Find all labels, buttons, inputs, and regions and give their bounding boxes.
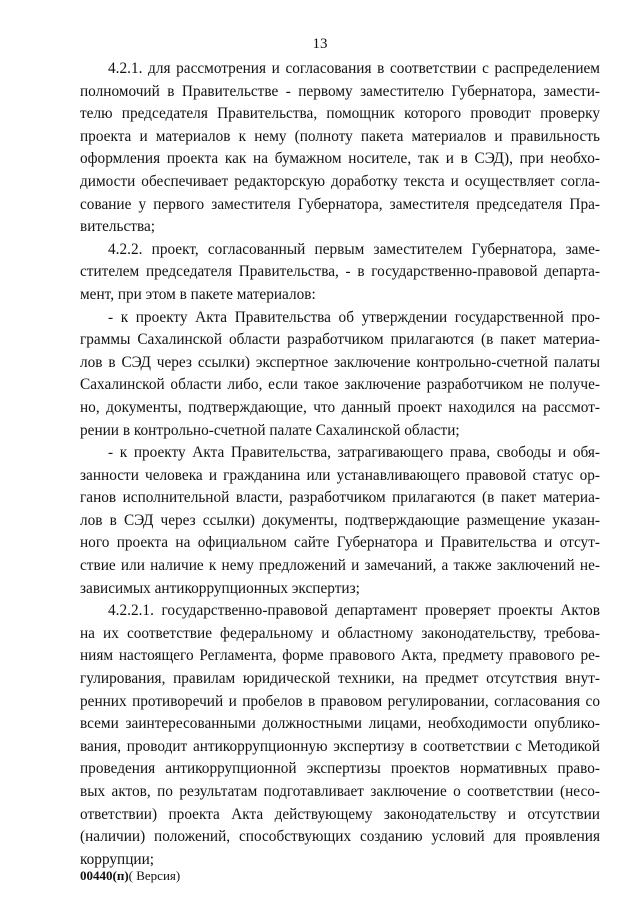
text-line: вых актов, по результатам подготавливает заключение о соответствии (несо-	[80, 783, 600, 800]
text-line: проведения антикоррупционной экспертизы проектов нормативных право-	[80, 760, 600, 778]
text-line: полномочий в Правительстве - первому заместителю Губернатора, замести-	[80, 82, 600, 100]
text-line: стителем председателя Правительства, - в государственно-правовой департа-	[80, 263, 600, 281]
text-line: проекта и материалов к нему (полноту пакета материалов и правильность	[80, 127, 600, 145]
paragraph	[80, 58, 600, 239]
text-line: ганов исполнительной власти, разработчиком прилагаются (в пакет материа-	[80, 489, 600, 507]
text-line: рении в контрольно-счетной палате Сахалинской области;	[80, 421, 460, 439]
text-line: сование у первого заместителя Губернатора, заместителя председателя Пра-	[80, 195, 600, 213]
text-line: 4.2.2.1. государственно-правовой департамент проверяет проекты Актов	[108, 602, 600, 620]
text-line: димости обеспечивает редакторскую доработку текста и осуществляет согла-	[80, 172, 600, 190]
text-line: ренних противоречий и пробелов в правовом регулировании, согласования со	[80, 692, 600, 710]
document-version: ( Версия)	[128, 868, 181, 883]
text-line: (наличии) положений, способствующих созданию условий для проявления	[80, 828, 600, 846]
text-line: - к проекту Акта Правительства, затрагивающего права, свободы и обя-	[108, 444, 600, 462]
text-line: лов в СЭД через ссылки) документы, подтверждающие размещение указан-	[80, 511, 600, 529]
text-line: ного проекта на официальном сайте Губернатора и Правительства и отсут-	[80, 534, 600, 552]
text-line: вания, проводит антикоррупционную экспертизу в соответствии с Методикой	[80, 737, 600, 755]
text-line: ствие или наличие к нему предложений и замечаний, а также заключений не-	[80, 557, 600, 575]
text-line: занности человека и гражданина или устанавливающего правовой статус ор-	[80, 466, 600, 484]
text-line: лов в СЭД через ссылки) экспертное заключение контрольно-счетной палаты	[80, 353, 600, 371]
paragraph	[80, 600, 600, 871]
text-line: Сахалинской области либо, если такое заключение разработчиком не получе-	[80, 376, 600, 394]
text-line: телю председателя Правительства, помощник которого проводит проверку	[80, 105, 600, 123]
paragraph	[80, 442, 600, 600]
document-body	[80, 58, 600, 871]
text-line: на их соответствие федеральному и областному законодательству, требова-	[80, 624, 600, 642]
paragraph	[80, 307, 600, 443]
text-line: но, документы, подтверждающие, что данный проект находился на рассмот-	[80, 398, 600, 416]
text-line: оформления проекта как на бумажном носителе, так и в СЭД), при необхо-	[80, 150, 600, 168]
page-number: 13	[312, 36, 328, 52]
text-line: мент, при этом в пакете материалов:	[80, 285, 316, 303]
text-line: - к проекту Акта Правительства об утверждении государственной про-	[108, 308, 600, 326]
document-code: 00440(п)	[80, 868, 129, 883]
text-line: граммы Сахалинской области разработчиком прилагаются (в пакет материа-	[80, 331, 600, 349]
text-line: всеми заинтересованными должностными лицами, необходимости опублико-	[80, 715, 600, 733]
text-line: 4.2.2. проект, согласованный первым заместителем Губернатора, заме-	[108, 240, 600, 258]
document-footer	[80, 868, 180, 884]
text-line: зависимых антикоррупционных экспертиз;	[80, 579, 360, 597]
text-line: гулирования, правилам юридической техники, на предмет отсутствия внут-	[80, 670, 600, 688]
text-line: коррупции;	[80, 850, 155, 868]
text-line: ответствии) проекта Акта действующему законодательству и отсутствии	[80, 805, 600, 823]
text-line: 4.2.1. для рассмотрения и согласования в соответствии с распределением	[108, 60, 600, 77]
paragraph	[80, 239, 600, 307]
text-line: ниям настоящего Регламента, форме правового Акта, предмету правового ре-	[80, 647, 600, 665]
text-line: вительства;	[80, 218, 156, 236]
